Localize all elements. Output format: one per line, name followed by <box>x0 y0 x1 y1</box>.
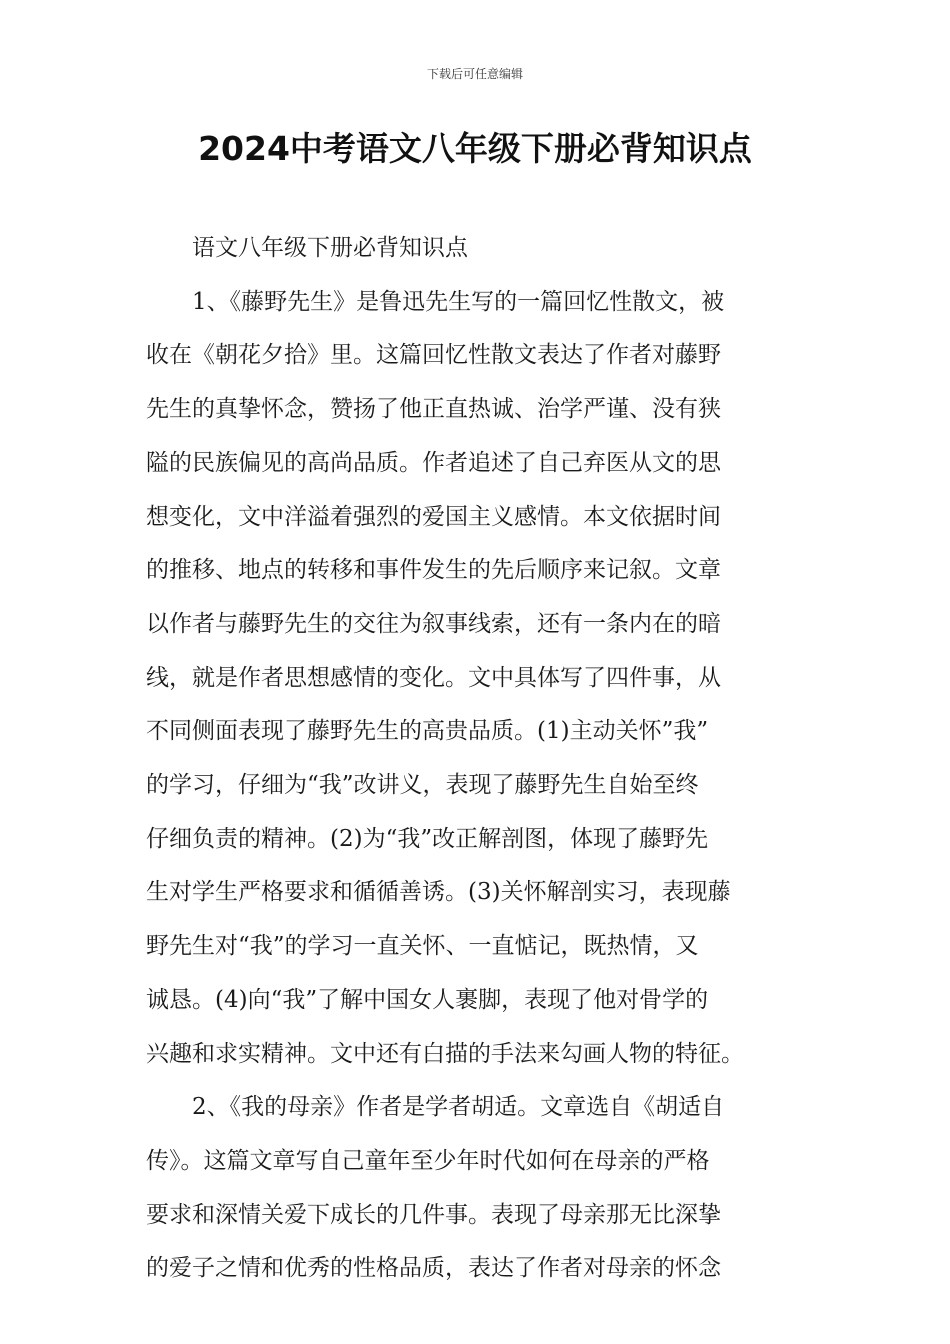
paragraph-1: 1、《藤野先生》是鲁迅先生写的一篇回忆性散文，被 收在《朝花夕拾》里。这篇回忆性散文表达了作者对藤野 先生的真挚怀念，赞扬了他正直热诚、治学严谨、没有狭 隘的民族偏见的高尚品质。作者追述了自己弃医从文的思 想变化，文中洋溢着强烈的爱国主义感情。本文依据时间 的推移、地点的转移和事件发生的先后顺序来记叙。文章 以作者与藤野先生的交往为叙事线索，还有一条内在的暗 线，就是作者思想感情的变化。文中具体写了四件事，从 不同侧面表现了藤野先生的高贵品质。(1)主动关怀”我” 的学习，仔细为“我”改讲义，表现了藤野先生自始至终 仔细负责的精神。(2)为“我”改正解剖图，体现了藤野先 生对学生严格要求和循循善诱。(3)关怀解剖实习，表现藤 野先生对“我”的学习一直关怀、一直惦记，既热情，又 诚恳。(4)向“我”了解中国女人裹脚，表现了他对骨学的 兴趣和求实精神。文中还有白描的手法来勾画人物的特征。 <box>146 288 744 1067</box>
document-title: 2024中考语文八年级下册必背知识点 <box>198 129 752 168</box>
document-body <box>146 222 806 1296</box>
header-note: 下载后可任意编辑 <box>426 67 523 81</box>
paragraph-2: 2、《我的母亲》作者是学者胡适。文章选自《胡适自 传》。这篇文章写自己童年至少年时代如何在母亲的严格 要求和深情关爱下成长的几件事。表现了母亲那无比深挚 的爱子之情和优秀的性格品质，表达了作者对母亲的怀念 <box>146 1094 725 1282</box>
document-subtitle: 语文八年级下册必背知识点 <box>192 235 468 261</box>
